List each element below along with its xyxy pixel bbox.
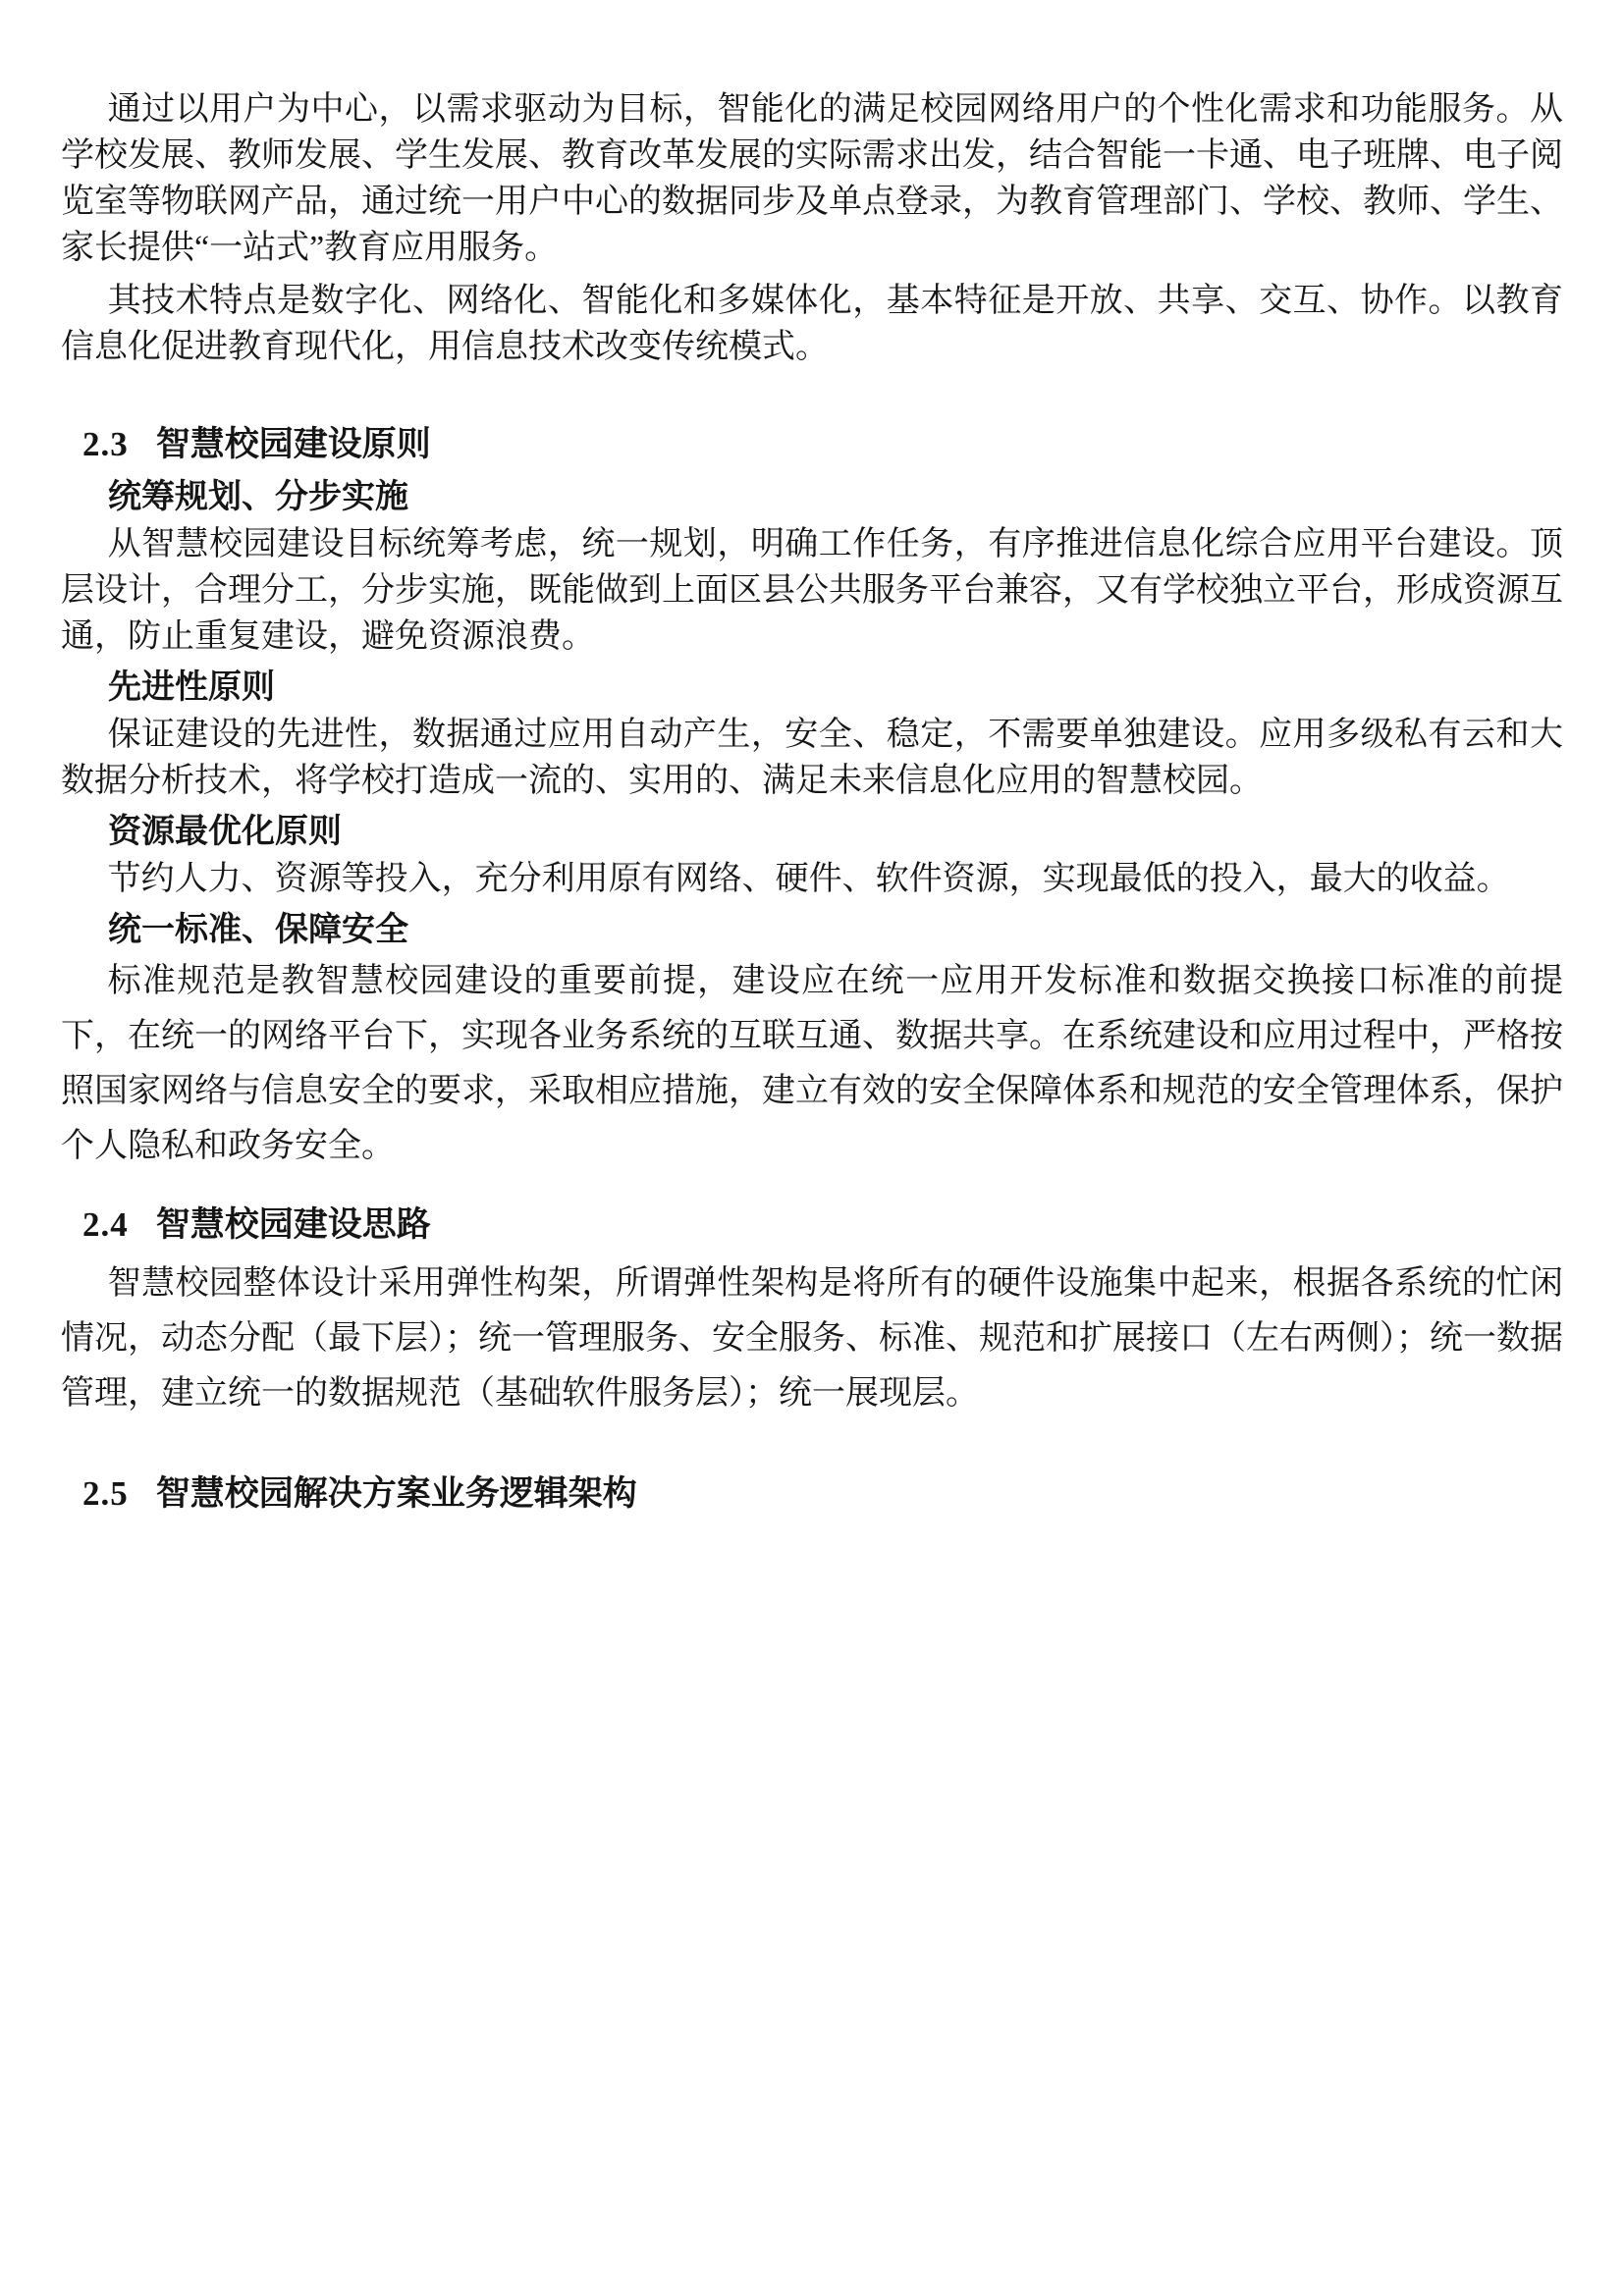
subheading-advancement-principle: 先进性原则	[108, 669, 275, 706]
section-title-construction-approach: 智慧校园建设思路	[155, 1205, 431, 1244]
section-title-construction-principles: 智慧校园建设原则	[155, 425, 431, 463]
subheading-resource-optimization-principle: 资源最优化原则	[108, 814, 342, 850]
paragraph-resource-optimization: 节约人力、资源等投入，充分利用原有网络、硬件、软件资源，实现最低的投入，最大的收益。	[107, 861, 1510, 897]
paragraph-user-centric-services: 通过以用户为中心，以需求驱动为目标，智能化的满足校园网络用户的个性化需求和功能服务。从学校发展、教师发展、学生发展、教育改革发展的实际需求出发，结合智能一卡通、电子班牌、电子阅览室等物联网产品，通过统一用户中心的数据同步及单点登录，为教育管理部门、学校、教师、学生、家长提供“一站式”教育应用服务。	[61, 91, 1563, 266]
section-heading-2-3	[82, 421, 1563, 468]
section-number-2-3: 2.3	[82, 425, 129, 463]
paragraph-unified-standards-security: 标准规范是教智慧校园建设的重要前提，建设应在统一应用开发标准和数据交换接口标准的前提下，在统一的网络平台下，实现各业务系统的互联互通、数据共享。在系统建设和应用过程中，严格按照国家网络与信息安全的要求，采取相应措施，建立有效的安全保障体系和规范的安全管理体系，保护个人隐私和政务安全。	[61, 963, 1563, 1164]
section-title-solution-business-logic-architecture: 智慧校园解决方案业务逻辑架构	[155, 1474, 637, 1513]
paragraph-advancement-principle: 保证建设的先进性，数据通过应用自动产生，安全、稳定，不需要单独建设。应用多级私有云和大数据分析技术，将学校打造成一流的、实用的、满足未来信息化应用的智慧校园。	[61, 717, 1563, 799]
section-number-2-4: 2.4	[82, 1205, 129, 1244]
paragraph-overall-planning: 从智慧校园建设目标统筹考虑，统一规划，明确工作任务，有序推进信息化综合应用平台建设。顶层设计，合理分工，分步实施，既能做到上面区县公共服务平台兼容，又有学校独立平台，形成资源互通，防止重复建设，避免资源浪费。	[61, 526, 1563, 655]
section-heading-2-5	[82, 1470, 1563, 1518]
paragraph-tech-features: 其技术特点是数字化、网络化、智能化和多媒体化，基本特征是开放、共享、交互、协作。以教育信息化促进教育现代化，用信息技术改变传统模式。	[61, 283, 1563, 365]
subheading-overall-planning-phased-implementation: 统筹规划、分步实施	[108, 479, 408, 515]
paragraph-elastic-architecture: 智慧校园整体设计采用弹性构架，所谓弹性架构是将所有的硬件设施集中起来，根据各系统的忙闲情况，动态分配（最下层）；统一管理服务、安全服务、标准、规范和扩展接口（左右两侧）；统一数据管理，建立统一的数据规范（基础软件服务层）；统一展现层。	[61, 1265, 1563, 1412]
section-number-2-5: 2.5	[82, 1474, 129, 1513]
section-heading-2-4	[82, 1201, 1563, 1249]
subheading-unified-standards-security: 统一标准、保障安全	[108, 912, 408, 948]
